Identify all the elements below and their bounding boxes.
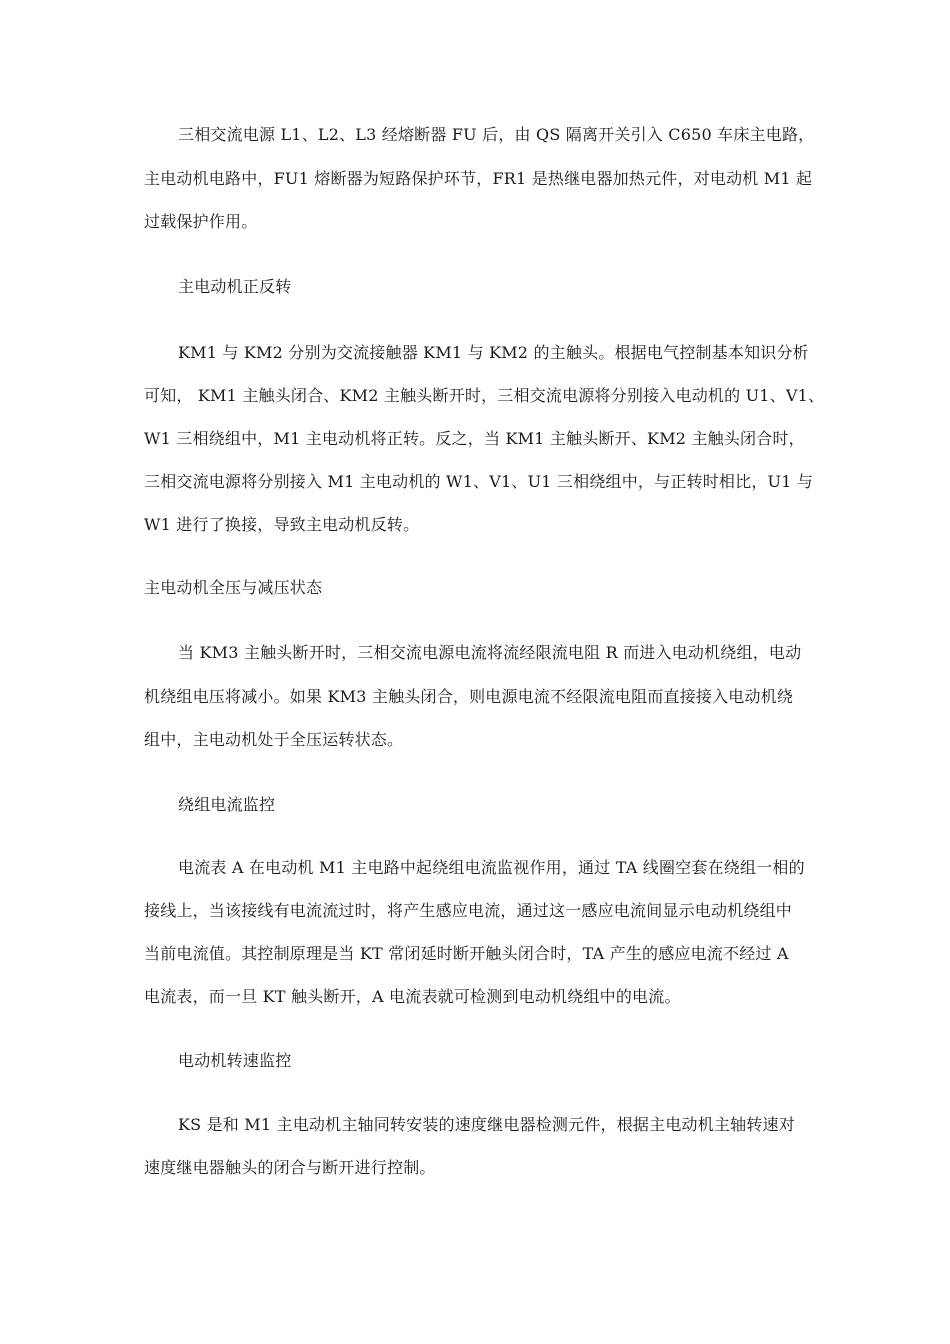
paragraph-1-line-3: 过载保护作用。 [144,212,258,231]
paragraph-2-line-3: W1 三相绕组中，M1 主电动机将正转。反之，当 KM1 主触头断开、KM2 主触头闭合时， [144,429,805,448]
heading-motor-speed: 电动机转速监控 [178,1051,292,1070]
heading-full-reduced-voltage: 主电动机全压与减压状态 [144,578,323,597]
paragraph-3-line-3: 组中，主电动机处于全压运转状态。 [144,730,404,749]
paragraph-1-line-2: 主电动机电路中，FU1 熔断器为短路保护环节，FR1 是热继电器加热元件，对电动机 M1 起 [144,169,813,188]
paragraph-2-line-4: 三相交流电源将分别接入 M1 主电动机的 W1、V1、U1 三相绕组中，与正转时相比，U1 与 [144,472,814,491]
heading-winding-current: 绕组电流监控 [178,795,276,814]
paragraph-4-line-1: 电流表 A 在电动机 M1 主电路中起绕组电流监视作用，通过 TA 线圈空套在绕组一相的 [178,858,805,877]
paragraph-3-line-1: 当 KM3 主触头断开时，三相交流电源电流将流经限流电阻 R 而进入电动机绕组，电动 [178,643,802,662]
paragraph-5-line-2: 速度继电器触头的闭合与断开进行控制。 [144,1158,436,1177]
paragraph-4-line-3: 当前电流值。其控制原理是当 KT 常闭延时断开触头闭合时，TA 产生的感应电流不经过 A [144,944,789,963]
paragraph-2-line-5: W1 进行了换接，导致主电动机反转。 [144,515,420,534]
paragraph-5-line-1: KS 是和 M1 主电动机主轴同转安装的速度继电器检测元件，根据主电动机主轴转速对 [178,1115,795,1134]
paragraph-2-line-2: 可知， KM1 主触头闭合、KM2 主触头断开时，三相交流电源将分别接入电动机的 U1、V1、 [144,386,825,405]
paragraph-4-line-2: 接线上，当该接线有电流流过时，将产生感应电流，通过这一感应电流间显示电动机绕组中 [144,901,793,920]
paragraph-3-line-2: 机绕组电压将减小。如果 KM3 主触头闭合，则电源电流不经限流电阻而直接接入电动机绕 [144,687,794,706]
paragraph-2-line-1: KM1 与 KM2 分别为交流接触器 KM1 与 KM2 的主触头。根据电气控制基本知识分析 [178,343,809,362]
paragraph-4-line-4: 电流表，而一旦 KT 触头断开，A 电流表就可检测到电动机绕组中的电流。 [144,987,681,1006]
heading-forward-reverse: 主电动机正反转 [178,277,292,296]
paragraph-1-line-1: 三相交流电源 L1、L2、L3 经熔断器 FU 后，由 QS 隔离开关引入 C650 车床主电路， [178,125,815,144]
